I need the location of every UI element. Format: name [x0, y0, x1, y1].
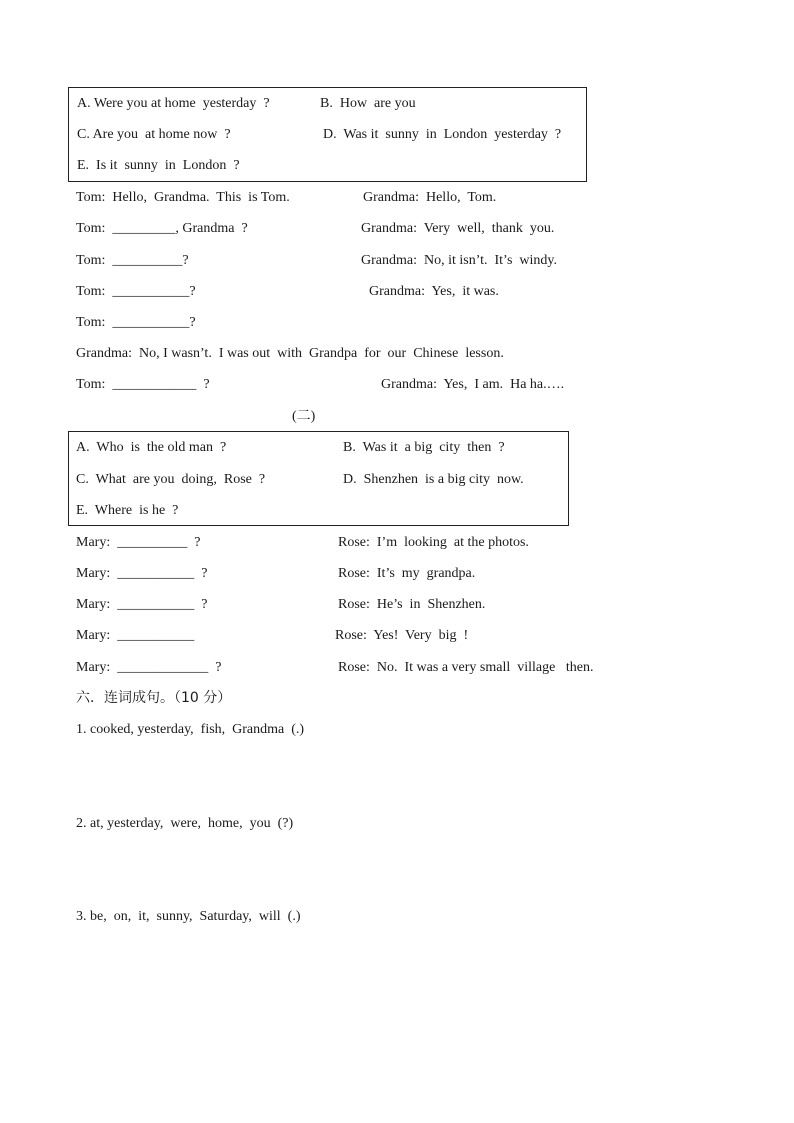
option-c: C. Are you at home now ?: [77, 127, 231, 142]
dialogue-2-2-right: Rose: It’s my grandpa.: [338, 566, 476, 581]
option-a: A. Who is the old man ?: [76, 440, 227, 455]
dialogue-2-5-left: Mary: _____________ ?: [76, 660, 222, 675]
option-d: D. Was it sunny in London yesterday ?: [323, 127, 562, 142]
dialogue-5-left: Tom: ___________?: [76, 315, 196, 330]
dialogue-2-3-right: Rose: He’s in Shenzhen.: [338, 597, 486, 612]
dialogue-2-5-right: Rose: No. It was a very small village then.: [338, 660, 594, 675]
section-2-heading: (二): [292, 409, 316, 424]
dialogue-2-4-right: Rose: Yes! Very big !: [335, 628, 469, 643]
dialogue-3-left: Tom: __________?: [76, 253, 189, 268]
option-a: A. Were you at home yesterday ?: [77, 96, 270, 111]
option-b: B. Was it a big city then ?: [343, 440, 505, 455]
option-c: C. What are you doing, Rose ?: [76, 472, 266, 487]
dialogue-6-left: Grandma: No, I wasn’t. I was out with Grandpa for our Chinese lesson.: [76, 346, 504, 361]
dialogue-2-1-right: Rose: I’m looking at the photos.: [338, 535, 529, 550]
dialogue-2-2-left: Mary: ___________ ?: [76, 566, 208, 581]
dialogue-4-right: Grandma: Yes, it was.: [369, 284, 499, 299]
dialogue-7-right: Grandma: Yes, I am. Ha ha.….: [381, 377, 565, 392]
dialogue-7-left: Tom: ____________ ?: [76, 377, 210, 392]
section-3-title: 六．连词成句。（10 分）: [76, 690, 232, 706]
option-e: E. Is it sunny in London ?: [77, 158, 240, 173]
option-d: D. Shenzhen is a big city now.: [343, 472, 524, 487]
dialogue-3-right: Grandma: No, it isn’t. It’s windy.: [361, 253, 557, 268]
sentence-item-2: 2. at, yesterday, were, home, you (?): [76, 816, 294, 831]
dialogue-2-3-left: Mary: ___________ ?: [76, 597, 208, 612]
option-e: E. Where is he ?: [76, 503, 179, 518]
sentence-item-1: 1. cooked, yesterday, fish, Grandma (.): [76, 722, 305, 737]
option-b: B. How are you: [320, 96, 416, 111]
dialogue-4-left: Tom: ___________?: [76, 284, 196, 299]
sentence-item-3: 3. be, on, it, sunny, Saturday, will (.): [76, 909, 301, 924]
dialogue-1-right: Grandma: Hello, Tom.: [363, 190, 497, 205]
dialogue-2-left: Tom: _________, Grandma ?: [76, 221, 248, 236]
dialogue-1-left: Tom: Hello, Grandma. This is Tom.: [76, 190, 290, 205]
dialogue-2-right: Grandma: Very well, thank you.: [361, 221, 555, 236]
dialogue-2-4-left: Mary: ___________: [76, 628, 195, 643]
dialogue-2-1-left: Mary: __________ ?: [76, 535, 201, 550]
